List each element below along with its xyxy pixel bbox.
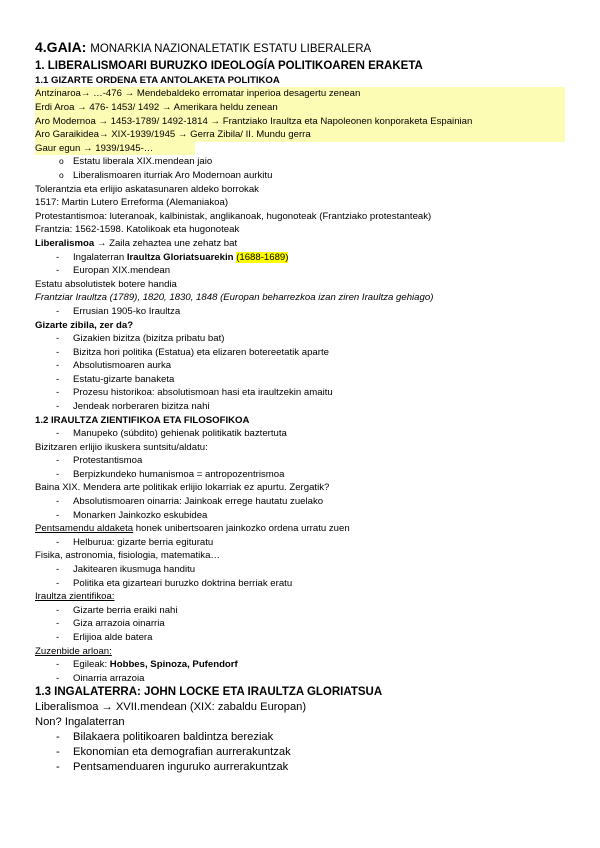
dash-list-item: - Errusian 1905-ko Iraultza xyxy=(35,305,565,319)
frantziar-line xyxy=(35,291,565,305)
dash-list-item: - Europan XIX.mendean xyxy=(35,264,565,278)
timeline-item: Aro Garaikidea→ XIX-1939/1945 → Gerra Zibila/ II. Mundu gerra xyxy=(35,128,565,142)
timeline-item: Antzinaroa→ …-476 → Mendebaldeko erromatar inperioa desagertu zenean xyxy=(35,87,565,101)
section-1-1-heading: 1.1 GIZARTE ORDENA ETA ANTOLAKETA POLITIKOA xyxy=(35,75,280,86)
pentsamendu-rest: honek unibertsoaren jainkozko ordena urratu zuen xyxy=(133,523,350,535)
egileak-names: Hobbes, Spinoza, Pufendorf xyxy=(109,659,238,671)
iraultza-gloriatsua: Iraultza Gloriatsuarekin xyxy=(126,251,234,263)
dash-list-item: - Absolutismoaren aurka xyxy=(35,359,565,373)
paragraph-line: Baina XIX. Mendera arte politikak erlijio lokarriak ez apurtu. Zergatik? xyxy=(35,482,330,494)
dash-list-item: - Jendeak norberaren bizitza nahi xyxy=(35,400,565,414)
liberalismo-line xyxy=(35,237,565,251)
dash-list-item: - Helburua: gizarte berria egituratu xyxy=(35,536,565,550)
circle-list-item: o Estatu liberala XIX.mendean jaio xyxy=(35,155,565,169)
zuzenbide-label: Zuzenbide arloan: xyxy=(35,645,112,657)
document-page xyxy=(35,38,565,775)
paragraph-line: Fisika, astronomia, fisiologia, matematika… xyxy=(35,550,221,562)
frantziar-rest: (1789), 1820, 1830, 1848 (Europan beharrezkoa izan ziren Iraultza gehiago) xyxy=(106,292,434,304)
dash-list-item xyxy=(35,251,565,265)
paragraph-line: Protestantismoa: luteranoak, kalbinistak, anglikanoak, hugonoteak (Frantziako protestanteak) xyxy=(35,210,432,222)
paragraph-line: Non? Ingalaterran xyxy=(35,716,125,729)
pentsamendu-line xyxy=(35,522,565,536)
frantziar-title: Frantziar Iraultza xyxy=(35,292,107,304)
dash-list-item: - Gizakien bizitza (bizitza pribatu bat) xyxy=(35,332,565,346)
timeline-item: Aro Modernoa → 1453-1789/ 1492-1814 → Frantziako Iraultza eta Napoleonen konporaketa Espainian xyxy=(35,115,565,129)
chapter-number: 4.GAIA: xyxy=(35,39,87,55)
iraultza-zientifikoa-label: Iraultza zientifikoa: xyxy=(35,591,115,603)
dash-list-item xyxy=(35,658,565,672)
pentsamendu-underlined: Pentsamendu aldaketa xyxy=(35,523,134,535)
dash-list-item: - Prozesu historikoa: absolutismoan hasi eta iraultzekin amaitu xyxy=(35,386,565,400)
dash-list-item: - Monarken Jainkozko eskubidea xyxy=(35,509,565,523)
dash-list-item: - Berpizkundeko humanismoa = antropozentrismoa xyxy=(35,468,565,482)
section-1-heading: 1. LIBERALISMOARI BURUZKO IDEOLOGÍA POLITIKOAREN ERAKETA xyxy=(35,60,423,72)
dash-list-item: - Giza arrazoia oinarria xyxy=(35,617,565,631)
paragraph-line: Bizitzaren erlijio ikuskera suntsitu/aldatu: xyxy=(35,441,208,453)
dash-list-item: - Gizarte berria eraiki nahi xyxy=(35,604,565,618)
section-1-2-heading: 1.2 IRAULTZA ZIENTIFIKOA ETA FILOSOFIKOA xyxy=(35,414,250,426)
dash-list-item: - Estatu-gizarte banaketa xyxy=(35,373,565,387)
gizarte-zibila-heading: Gizarte zibila, zer da? xyxy=(35,319,134,331)
dash-list-item: - Erlijioa alde batera xyxy=(35,631,565,645)
inglaterra-pre: Ingalaterran xyxy=(73,251,127,263)
dash-list-item: - Absolutismoaren oinarria: Jainkoak errege hautatu zuelako xyxy=(35,495,565,509)
paragraph-line: Frantzia: 1562-1598. Katolikoak eta hugonoteak xyxy=(35,224,240,236)
liberalismo-text: → Zaila zehaztea une zehatz bat xyxy=(94,237,238,249)
dash-list-item: - Oinarria arrazoia xyxy=(35,672,565,686)
timeline-item: Erdi Aroa → 476- 1453/ 1492 → Amerikara heldu zenean xyxy=(35,101,565,115)
chapter-subtitle: MONARKIA NAZIONALETATIK ESTATU LIBERALERA xyxy=(90,43,372,55)
dash-list-item: - Bizitza hori politika (Estatua) eta elizaren botereetatik aparte xyxy=(35,346,565,360)
dash-list-item: - Bilakaera politikoaren baldintza bereziak xyxy=(35,730,565,745)
dash-list-item: - Ekonomian eta demografian aurrerakuntzak xyxy=(35,745,565,760)
dash-list-item: - Protestantismoa xyxy=(35,454,565,468)
paragraph-line: Tolerantzia eta erlijio askatasunaren aldeko borrokak xyxy=(35,183,259,195)
dash-list-item: - Manupeko (súbdito) gehienak politikatik baztertuta xyxy=(35,427,565,441)
dash-list-item: - Pentsamenduaren inguruko aurrerakuntzak xyxy=(35,760,565,775)
dash-list-item: - Politika eta gizarteari buruzko doktrina berriak eratu xyxy=(35,577,565,591)
paragraph-line: Liberalismoa → XVII.mendean (XIX: zabaldu Europan) xyxy=(35,701,307,714)
paragraph-line: Estatu absolutistek botere handia xyxy=(35,278,177,290)
dash-list-item: - Jakitearen ikusmuga handitu xyxy=(35,563,565,577)
liberalismo-label: Liberalismoa xyxy=(35,237,95,249)
chapter-title xyxy=(35,38,565,58)
section-1-3-heading: 1.3 INGALATERRA: JOHN LOCKE ETA IRAULTZA GLORIATSUA xyxy=(35,686,383,699)
years-highlight: (1688-1689) xyxy=(236,251,289,263)
timeline-item: Gaur egun → 1939/1945-… xyxy=(35,142,195,156)
egileak-pre: Egileak: xyxy=(73,659,110,671)
circle-list-item: o Liberalismoaren iturriak Aro Modernoan aurkitu xyxy=(35,169,565,183)
paragraph-line: 1517: Martin Lutero Erreforma (Alemaniakoa) xyxy=(35,197,229,209)
